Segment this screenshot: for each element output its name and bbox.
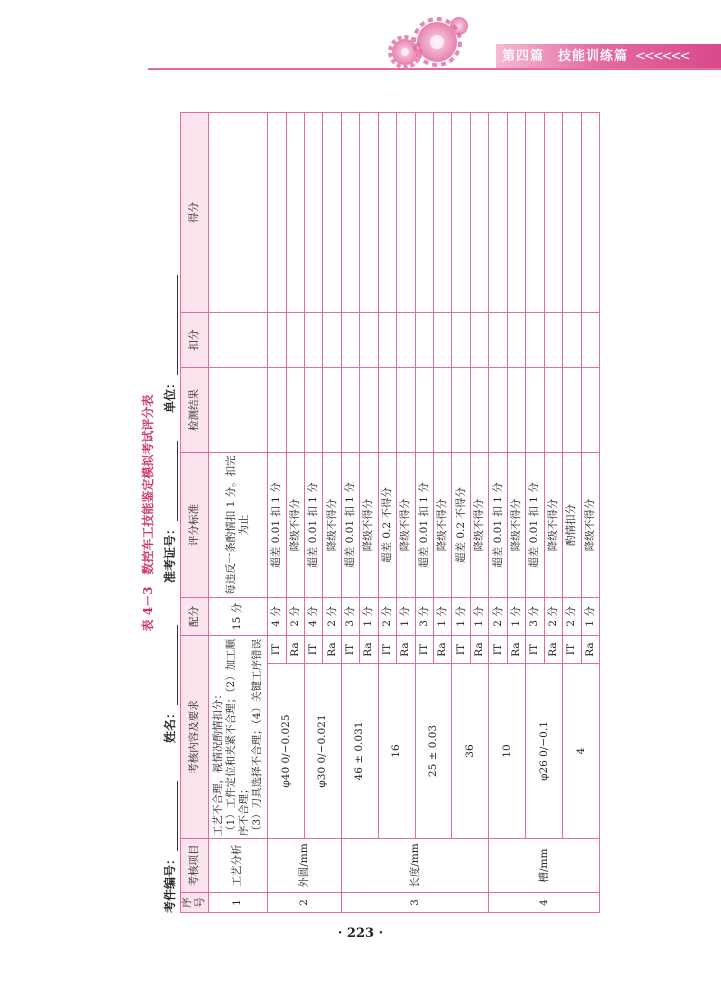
row-criteria: 降级不得分 bbox=[507, 453, 525, 598]
row-type: Ra bbox=[360, 636, 378, 664]
row-type: Ra bbox=[581, 636, 599, 664]
row-score: 1 分 bbox=[397, 598, 415, 636]
table-row bbox=[415, 113, 433, 913]
row-deduct bbox=[434, 313, 452, 368]
row-got bbox=[360, 113, 378, 313]
row-deduct bbox=[208, 313, 267, 368]
row-item: 槽/mm bbox=[489, 839, 600, 893]
row-result bbox=[544, 368, 562, 453]
row-deduct bbox=[360, 313, 378, 368]
row-criteria: 降级不得分 bbox=[323, 453, 341, 598]
row-criteria: 每违反一条酌情扣 1 分。扣完为止 bbox=[208, 453, 267, 598]
row-dimension: 46 ± 0.031 bbox=[341, 664, 378, 839]
row-type: Ra bbox=[470, 636, 488, 664]
table-caption: 表 4－3 数控车工技能鉴定模拟考试评分表 bbox=[141, 394, 155, 632]
col-result: 检测结果 bbox=[181, 368, 209, 453]
row-deduct bbox=[544, 313, 562, 368]
row-got bbox=[563, 113, 581, 313]
row-score: 1 分 bbox=[581, 598, 599, 636]
row-result bbox=[581, 368, 599, 453]
row-result bbox=[286, 368, 304, 453]
row-result bbox=[341, 368, 359, 453]
row-result bbox=[304, 368, 322, 453]
row-got bbox=[470, 113, 488, 313]
row-got bbox=[581, 113, 599, 313]
row-score: 1 分 bbox=[452, 598, 470, 636]
field-exam-id: 考件编号： bbox=[161, 781, 178, 913]
col-no: 序号 bbox=[181, 893, 209, 913]
row-score: 3 分 bbox=[526, 598, 544, 636]
row-deduct bbox=[581, 313, 599, 368]
row-score: 2 分 bbox=[378, 598, 396, 636]
table-row bbox=[489, 113, 507, 913]
row-result bbox=[434, 368, 452, 453]
row-criteria: 降级不得分 bbox=[544, 453, 562, 598]
row-result bbox=[452, 368, 470, 453]
row-result bbox=[397, 368, 415, 453]
table-body-groups bbox=[268, 113, 600, 913]
row-score: 3 分 bbox=[341, 598, 359, 636]
row-deduct bbox=[323, 313, 341, 368]
field-ticket: 准考证号： bbox=[161, 441, 178, 583]
table-row bbox=[304, 113, 322, 913]
row-result bbox=[489, 368, 507, 453]
row-item: 外圆/mm bbox=[268, 839, 342, 893]
row-type: IT bbox=[415, 636, 433, 664]
row-type: Ra bbox=[544, 636, 562, 664]
row-type: IT bbox=[563, 636, 581, 664]
row-criteria: 超差 0.2 不得分 bbox=[452, 453, 470, 598]
row-type: IT bbox=[341, 636, 359, 664]
row-got bbox=[341, 113, 359, 313]
row-got bbox=[452, 113, 470, 313]
row-score: 3 分 bbox=[415, 598, 433, 636]
row-got bbox=[286, 113, 304, 313]
row-criteria: 超差 0.01 扣 1 分 bbox=[526, 453, 544, 598]
row-deduct bbox=[563, 313, 581, 368]
row-deduct bbox=[526, 313, 544, 368]
row-score: 1 分 bbox=[507, 598, 525, 636]
table-row bbox=[526, 113, 544, 913]
row-score: 4 分 bbox=[304, 598, 322, 636]
row-criteria: 超差 0.01 扣 1 分 bbox=[304, 453, 322, 598]
row-got bbox=[323, 113, 341, 313]
gear-decoration-icon bbox=[375, 8, 475, 72]
row-result bbox=[268, 368, 286, 453]
row-type: IT bbox=[452, 636, 470, 664]
row-deduct bbox=[452, 313, 470, 368]
row-score: 2 分 bbox=[563, 598, 581, 636]
row-dimension: 25 ± 0.03 bbox=[415, 664, 452, 839]
row-dimension: 10 bbox=[489, 664, 526, 839]
col-deduct: 扣分 bbox=[181, 313, 209, 368]
row-no: 3 bbox=[341, 893, 489, 913]
row-dimension: 36 bbox=[452, 664, 489, 839]
field-name: 姓名： bbox=[161, 625, 178, 743]
chevron-decoration-icon: <<<<<< bbox=[635, 49, 689, 64]
row-dimension: 4 bbox=[563, 664, 600, 839]
col-content: 考核内容及要求 bbox=[181, 636, 209, 839]
row-got bbox=[434, 113, 452, 313]
row-score: 1 分 bbox=[360, 598, 378, 636]
row-score: 1 分 bbox=[470, 598, 488, 636]
row-deduct bbox=[268, 313, 286, 368]
row-criteria: 超差 0.01 扣 1 分 bbox=[268, 453, 286, 598]
row-type: IT bbox=[268, 636, 286, 664]
row-criteria: 降级不得分 bbox=[470, 453, 488, 598]
row-got bbox=[507, 113, 525, 313]
field-unit: 单位： bbox=[161, 275, 178, 413]
row-result bbox=[415, 368, 433, 453]
row-criteria: 酌情扣分 bbox=[563, 453, 581, 598]
row-criteria: 降级不得分 bbox=[286, 453, 304, 598]
row-got bbox=[208, 113, 267, 313]
col-criteria: 评分标准 bbox=[181, 453, 209, 598]
row-result bbox=[526, 368, 544, 453]
row-criteria: 超差 0.2 不得分 bbox=[378, 453, 396, 598]
row-got bbox=[304, 113, 322, 313]
row-got bbox=[415, 113, 433, 313]
row-dimension: φ26 0/−0.1 bbox=[526, 664, 563, 839]
row-score: 2 分 bbox=[544, 598, 562, 636]
row-deduct bbox=[507, 313, 525, 368]
row-no: 1 bbox=[208, 893, 267, 913]
row-got bbox=[489, 113, 507, 313]
row-result bbox=[323, 368, 341, 453]
row-deduct bbox=[341, 313, 359, 368]
row-criteria: 降级不得分 bbox=[581, 453, 599, 598]
col-got: 得分 bbox=[181, 113, 209, 313]
row-type: IT bbox=[526, 636, 544, 664]
row-score: 1 分 bbox=[434, 598, 452, 636]
row-type: IT bbox=[304, 636, 322, 664]
row-type: Ra bbox=[397, 636, 415, 664]
row-type: Ra bbox=[323, 636, 341, 664]
row-score: 2 分 bbox=[489, 598, 507, 636]
row-result bbox=[378, 368, 396, 453]
row-item: 长度/mm bbox=[341, 839, 489, 893]
row-type: IT bbox=[378, 636, 396, 664]
row-no: 2 bbox=[268, 893, 342, 913]
row-score: 15 分 bbox=[208, 598, 267, 636]
col-item: 考核项目 bbox=[181, 839, 209, 893]
row-criteria: 降级不得分 bbox=[397, 453, 415, 598]
row-no: 4 bbox=[489, 893, 600, 913]
exam-fields bbox=[158, 113, 180, 913]
row-item: 工艺分析 bbox=[208, 839, 267, 893]
table-row bbox=[563, 113, 581, 913]
row-result bbox=[563, 368, 581, 453]
page-number: · 223 · bbox=[337, 926, 384, 941]
process-text: 工艺不合理，视情况酌情扣分： （1）工件定位和夹紧不合理；（2）加工顺序不合理； （3）刀具选择不合理；（4）关键工序错误 bbox=[208, 636, 267, 839]
row-criteria: 超差 0.01 扣 1 分 bbox=[341, 453, 359, 598]
row-criteria: 超差 0.01 扣 1 分 bbox=[415, 453, 433, 598]
row-deduct bbox=[489, 313, 507, 368]
row-got bbox=[378, 113, 396, 313]
row-dimension: 16 bbox=[378, 664, 415, 839]
row-score: 2 分 bbox=[286, 598, 304, 636]
row-type: Ra bbox=[286, 636, 304, 664]
row-got bbox=[268, 113, 286, 313]
score-table bbox=[180, 112, 600, 913]
row-got bbox=[397, 113, 415, 313]
row-deduct bbox=[470, 313, 488, 368]
table-row-process bbox=[208, 113, 267, 913]
table-row bbox=[268, 113, 286, 913]
row-deduct bbox=[378, 313, 396, 368]
row-type: Ra bbox=[434, 636, 452, 664]
row-got bbox=[544, 113, 562, 313]
row-dimension: φ40 0/−0.025 bbox=[268, 664, 305, 839]
row-dimension: φ30 0/−0.021 bbox=[304, 664, 341, 839]
table-row bbox=[378, 113, 396, 913]
table-row bbox=[452, 113, 470, 913]
row-deduct bbox=[397, 313, 415, 368]
row-deduct bbox=[304, 313, 322, 368]
rotated-table-block bbox=[140, 113, 600, 913]
row-result bbox=[507, 368, 525, 453]
row-got bbox=[526, 113, 544, 313]
row-criteria: 降级不得分 bbox=[434, 453, 452, 598]
row-deduct bbox=[415, 313, 433, 368]
section-title: 第四篇 技能训练篇 bbox=[502, 49, 629, 64]
row-result bbox=[360, 368, 378, 453]
row-score: 4 分 bbox=[268, 598, 286, 636]
row-score: 2 分 bbox=[323, 598, 341, 636]
table-header-row bbox=[181, 113, 209, 913]
row-deduct bbox=[286, 313, 304, 368]
table-row bbox=[341, 113, 359, 913]
row-type: Ra bbox=[507, 636, 525, 664]
col-score: 配分 bbox=[181, 598, 209, 636]
row-criteria: 降级不得分 bbox=[360, 453, 378, 598]
row-result bbox=[470, 368, 488, 453]
row-result bbox=[208, 368, 267, 453]
row-criteria: 超差 0.01 扣 1 分 bbox=[489, 453, 507, 598]
row-type: IT bbox=[489, 636, 507, 664]
header-rule bbox=[148, 68, 721, 70]
